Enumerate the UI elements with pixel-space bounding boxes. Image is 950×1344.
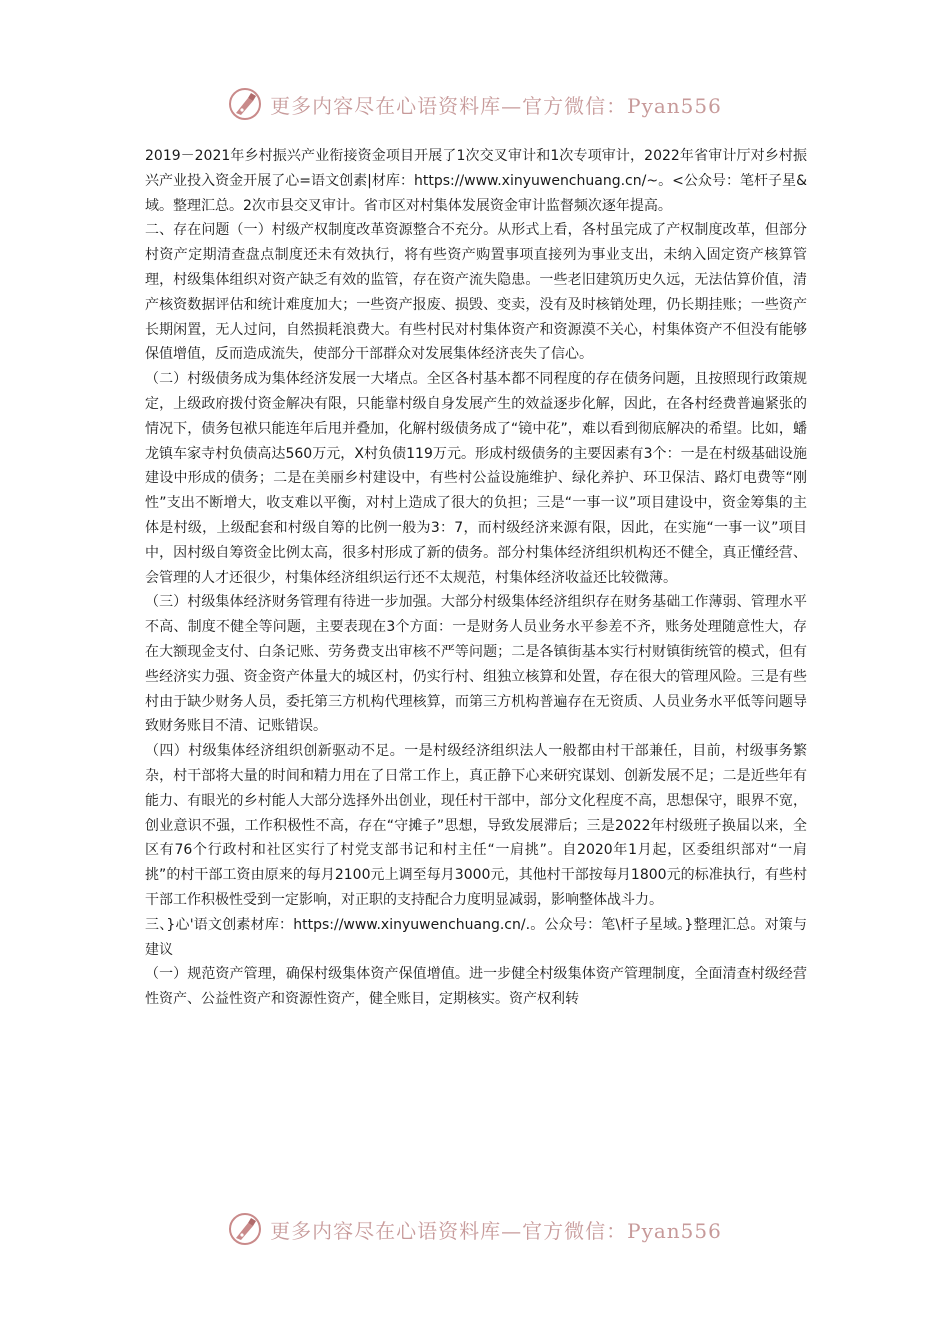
paragraph-innovation-drive: （四）村级集体经济组织创新驱动不足。一是村级经济组织法人一般都由村干部兼任，目前，村级事务繁杂，村干部将大量的时间和精力用在了日常工作上，真正静下心来研究谋划、创新发展不足；二是近些年有能力、有眼光的乡村能人大部分选择外出创业，现任村干部中，部分文化程度不高，思想保守，眼界不宽，创业意识不强，工作积极性不高，存在“守摊子”思想，导致发展滞后；三是2022年村级班子换届以来，全区有76个行政村和社区实行了村党支部书记和村主任“一肩挑”。自2020年1月起，区委组织部对“一肩挑”的村干部工资由原来的每月2100元上调至每月3000元，其他村干部按每月1800元的标准执行，有些村干部工作积极性受到一定影响，对正职的支持配合力度明显减弱，影响整体战斗力。 xyxy=(145,743,807,908)
paragraph-financial-management: （三）村级集体经济财务管理有待进一步加强。大部分村级集体经济组织存在财务基础工作薄弱、管理水平不高、制度不健全等问题，主要表现在3个方面：一是财务人员业务水平参差不齐，账务处理随意性大，存在大额现金支付、白条记账、劳务费支出审核不严等问题；二是各镇街基本实行村财镇街统管的模式，但有些经济实力强、资金资产体量大的城区村，仍实行村、组独立核算和处置，存在很大的管理风险。三是有些村由于缺少财务人员，委托第三方机构代理核算，而第三方机构普遍存在无资质、人员业务水平低等问题导致财务账目不清、记账错误。 xyxy=(145,594,807,735)
document-body xyxy=(145,144,807,1012)
watermark-text: 更多内容尽在心语资料库—官方微信：Pyan556 xyxy=(270,93,722,118)
paragraph-problems-property-rights: 二、存在问题（一）村级产权制度改革资源整合不充分。从形式上看，各村虽完成了产权制度改革，但部分村资产定期清查盘点制度还未有效执行，将有些资产购置事项直接列为事业支出，未纳入固定资产核算管理，村级集体组织对资产缺乏有效的监管，存在资产流失隐患。一些老旧建筑历史久远，无法估算价值，清产核资数据评估和统计难度加大；一些资产报废、损毁、变卖，没有及时核销处理，仍长期挂账；一些资产长期闲置，无人过问，自然损耗浪费大。有些村民对村集体资产和资源漠不关心，村集体资产不但没有能够保值增值，反而造成流失，使部分干部群众对发展集体经济丧失了信心。 xyxy=(145,222,807,363)
pen-nib-logo-icon xyxy=(228,87,262,121)
paragraph-village-debt: （二）村级债务成为集体经济发展一大堵点。全区各村基本都不同程度的存在债务问题，且按照现行政策规定，上级政府拨付资金解决有限，只能靠村级自身发展产生的效益逐步化解，因此，在各村经费普遍紧张的情况下，债务包袱只能连年后甩并叠加，化解村级债务成了“镜中花”，难以看到彻底解决的希望。比如，蟠龙镇车家寺村负债高达560万元，X村负债119万元。形成村级债务的主要因素有3个：一是在村级基础设施建设中形成的债务；二是在美丽乡村建设中，有些村公益设施维护、绿化养护、环卫保洁、路灯电费等“刚性”支出不断增大，收支难以平衡，对村上造成了很大的负担；三是“一事一议”项目建设中，资金筹集的主体是村级，上级配套和村级自筹的比例一般为3：7，而村级经济来源有限，因此，在实施“一事一议”项目中，因村级自筹资金比例太高，很多村形成了新的债务。部分村集体经济组织机构还不健全，真正懂经营、会管理的人才还很少，村集体经济组织运行还不太规范，村集体经济收益还比较微薄。 xyxy=(145,371,807,586)
paragraph-asset-management: （一）规范资产管理，确保村级集体资产保值增值。进一步健全村级集体资产管理制度，全面清查村级经营性资产、公益性资产和资源性资产，健全账目，定期核实。资产权利转 xyxy=(145,966,807,1008)
paragraph-audit-summary: 2019－2021年乡村振兴产业衔接资金项目开展了1次交叉审计和1次专项审计，2022年省审计厅对乡村振兴产业投入资金开展了心=语文创素|材库：https://www.xinyuwenchuang.cn/~。<公众号：笔杆子星&域。整理汇总。2次市县交叉审计。省市区对村集体发展资金审计监督频次逐年提高。 xyxy=(145,148,807,214)
pen-nib-logo-icon xyxy=(228,1212,262,1246)
header-watermark-banner xyxy=(0,82,950,126)
footer-watermark-banner xyxy=(0,1207,950,1251)
paragraph-section-three-heading: 三、}心'语文创素材库：https://www.xinyuwenchuang.cn/.。公众号：笔\杆子星域。}整理汇总。对策与建议 xyxy=(145,916,807,958)
watermark-text: 更多内容尽在心语资料库—官方微信：Pyan556 xyxy=(270,1218,722,1243)
